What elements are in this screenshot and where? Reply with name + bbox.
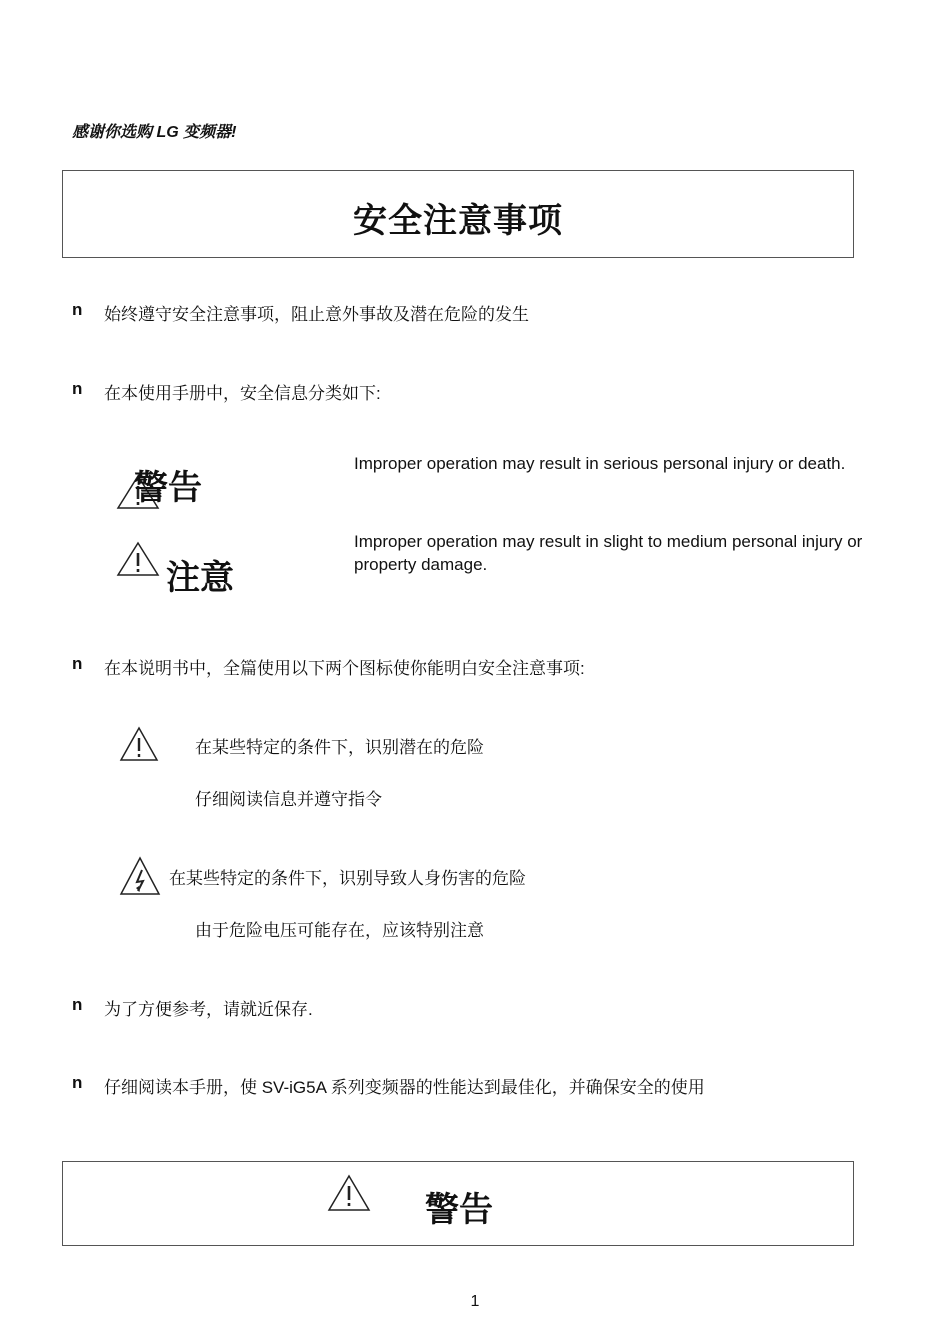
thanks-line: 感谢你选购 LG 变频器! bbox=[72, 124, 237, 141]
title-box bbox=[62, 170, 854, 258]
general-icon-line-1: 在某些特定的条件下，识别潜在的危险 bbox=[195, 738, 484, 757]
bullet-text-1: 始终遵守安全注意事项，阻止意外事故及潜在危险的发生 bbox=[104, 305, 529, 324]
warning-triangle-icon bbox=[119, 726, 159, 762]
bullet-text-2: 在本使用手册中，安全信息分类如下: bbox=[104, 384, 381, 403]
page-number: 1 bbox=[470, 1293, 480, 1310]
bullet-marker: n bbox=[72, 300, 83, 319]
caution-label: 注意 bbox=[166, 558, 234, 598]
bullet-marker: n bbox=[72, 379, 83, 398]
page-title: 安全注意事项 bbox=[353, 201, 563, 241]
warning-description: Improper operation may result in serious personal injury or death. bbox=[354, 454, 846, 473]
warning-header-label: 警告 bbox=[425, 1190, 493, 1230]
warning-triangle-icon bbox=[327, 1174, 371, 1212]
caution-description: Improper operation may result in slight to medium personal injury or property damage. bbox=[354, 532, 863, 574]
warning-header-box bbox=[62, 1161, 854, 1246]
electric-icon-line-1: 在某些特定的条件下，识别导致人身伤害的危险 bbox=[169, 869, 526, 888]
caution-triangle-icon bbox=[116, 541, 160, 577]
bullet-marker: n bbox=[72, 654, 83, 673]
warning-label: 警告 bbox=[134, 468, 202, 508]
bullet-marker: n bbox=[72, 995, 83, 1014]
bullet-text-4: 为了方便参考，请就近保存. bbox=[104, 1000, 313, 1019]
bullet-text-5: 仔细阅读本手册，使 SV-iG5A 系列变频器的性能达到最佳化，并确保安全的使用 bbox=[104, 1078, 705, 1097]
general-icon-line-2: 仔细阅读信息并遵守指令 bbox=[195, 790, 382, 809]
bullet-marker: n bbox=[72, 1073, 83, 1092]
bullet-text-3: 在本说明书中，全篇使用以下两个图标使你能明白安全注意事项: bbox=[104, 659, 585, 678]
electric-icon-line-2: 由于危险电压可能存在，应该特别注意 bbox=[195, 921, 484, 940]
electric-hazard-icon bbox=[119, 856, 161, 896]
